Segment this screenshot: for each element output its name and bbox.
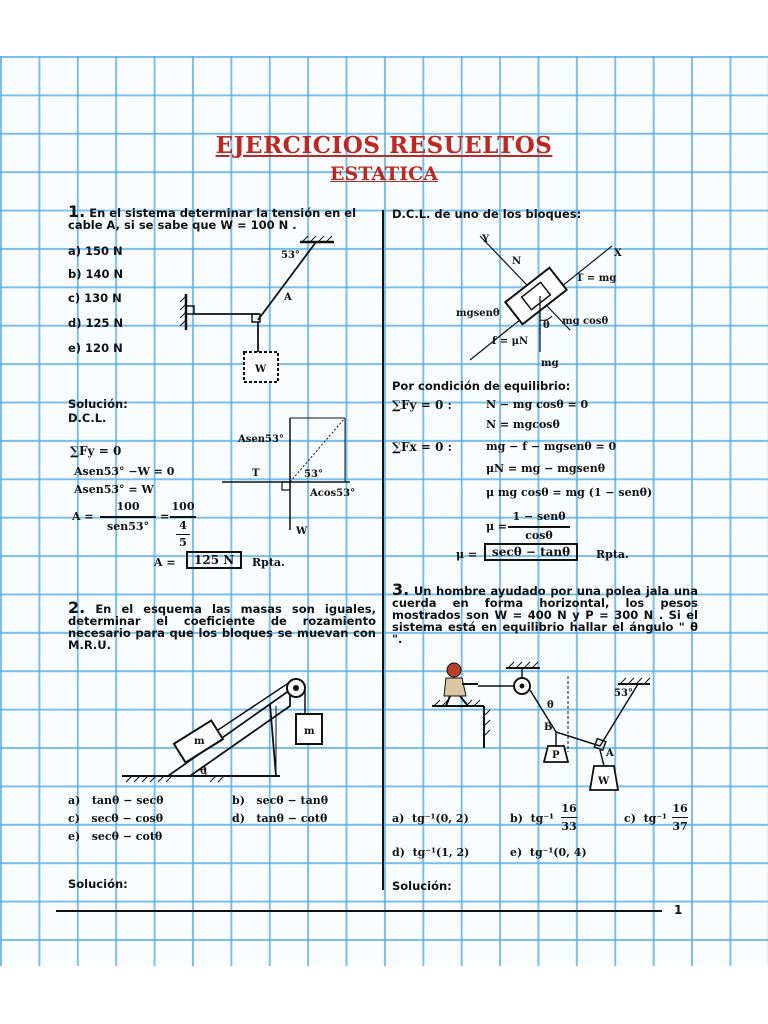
problem-1-eq-2: Asen53° −W = 0 bbox=[74, 465, 175, 478]
fx-eq-1: mg − f − mgsenθ = 0 bbox=[486, 440, 617, 453]
fy-eq-1: N − mg cosθ = 0 bbox=[486, 398, 589, 411]
tension-label: T = mg bbox=[576, 273, 617, 284]
problem-3-option-a: a) tg⁻¹(0, 2) bbox=[392, 812, 469, 825]
weight-label: mg bbox=[541, 358, 559, 369]
problem-2-option-d: d) tanθ − cotθ bbox=[232, 812, 328, 825]
problem-3-option-e: e) tg⁻¹(0, 4) bbox=[510, 846, 587, 859]
fraction-bar bbox=[672, 817, 688, 818]
problem-1-option-b: b) 140 N bbox=[68, 267, 124, 281]
problem-1-eq-4-den-1: sen53° bbox=[107, 520, 149, 533]
problem-2-block-1-label: m bbox=[194, 736, 205, 747]
friction-label: f = μN bbox=[492, 336, 529, 347]
mu-final-lhs: μ = bbox=[456, 548, 478, 561]
problem-2-number: 2. bbox=[68, 598, 86, 617]
problem-1-answer-prefix: A = bbox=[154, 556, 176, 569]
fraction-bar bbox=[561, 817, 577, 818]
problem-3-solution-label: Solución: bbox=[392, 879, 452, 893]
page-title: EJERCICIOS RESUELTOS bbox=[215, 132, 553, 159]
problem-1-cable-a-label: A bbox=[284, 292, 292, 303]
problem-1-text-line-2: cable A, si se sabe que W = 100 N . bbox=[68, 218, 297, 232]
problem-1-answer-box: 125 N bbox=[186, 551, 242, 569]
page-number: 1 bbox=[674, 903, 683, 917]
problem-1-dcl-label: D.C.L. bbox=[68, 411, 107, 425]
problem-1-dcl-t-label: T bbox=[252, 468, 260, 479]
problem-1-eq-4-num-1: 100 bbox=[116, 500, 140, 513]
problem-1-eq-4-lhs: A = bbox=[72, 510, 94, 523]
problem-1-option-e: e) 120 N bbox=[68, 341, 123, 355]
problem-2-block-2-label: m bbox=[304, 726, 315, 737]
problem-2-theta-label: θ bbox=[200, 766, 207, 777]
problem-2-option-c: c) secθ − cosθ bbox=[68, 812, 164, 825]
mgsen-label: mgsenθ bbox=[456, 308, 500, 319]
mu-answer-suffix: Rpta. bbox=[596, 548, 629, 561]
fx-eq-2: μN = mg − mgsenθ bbox=[486, 462, 606, 475]
problem-3-a-label: A bbox=[606, 748, 614, 759]
mu-answer-box: secθ − tanθ bbox=[484, 543, 578, 561]
problem-1-dcl-w-label: W bbox=[296, 526, 308, 537]
problem-1-option-d: d) 125 N bbox=[68, 316, 124, 330]
problem-3-angle-label: 53° bbox=[614, 688, 633, 699]
equilibrium-heading: Por condición de equilibrio: bbox=[392, 379, 571, 393]
problem-3-w-label: W bbox=[598, 776, 610, 787]
problem-3-option-c-den: 37 bbox=[672, 820, 688, 833]
problem-1-eq-sum: ∑Fy = 0 bbox=[70, 444, 122, 458]
problem-1-option-a: a) 150 N bbox=[68, 244, 123, 258]
problem-1-dcl-angle-label: 53° bbox=[304, 469, 323, 480]
problem-3-b-label: B bbox=[544, 722, 553, 733]
mu-numerator: 1 − senθ bbox=[512, 510, 566, 523]
problem-1-text-line-1: En el sistema determinar la tensión en el bbox=[89, 206, 357, 220]
problem-1-dcl-acos-label: Acos53° bbox=[310, 488, 356, 499]
problem-2-option-a: a) tanθ − secθ bbox=[68, 794, 164, 807]
problem-1-eq-4-den-2a: 4 bbox=[179, 519, 187, 532]
problem-1-weight-label: W bbox=[255, 364, 267, 375]
problem-3-option-c: c) tg⁻¹ bbox=[624, 812, 667, 825]
fy-eq-2: N = mgcosθ bbox=[486, 418, 560, 431]
problem-3-option-d: d) tg⁻¹(1, 2) bbox=[392, 846, 470, 859]
axis-y-label: Y bbox=[482, 234, 490, 245]
problem-1-eq-4-den-2b: 5 bbox=[179, 536, 187, 549]
problem-1-eq-4-equals: = bbox=[160, 510, 170, 523]
problem-3-option-b-den: 33 bbox=[561, 820, 577, 833]
problem-3-option-c-num: 16 bbox=[672, 802, 688, 815]
fx-lhs: ∑Fx = 0 : bbox=[392, 440, 453, 454]
problem-1-answer-suffix: Rpta. bbox=[252, 556, 285, 569]
problem-1-dcl-asen-label: Asen53° bbox=[238, 434, 284, 445]
page-subtitle: ESTATICA bbox=[330, 163, 438, 185]
problem-1-angle-label: 53° bbox=[281, 250, 300, 261]
fx-eq-3: μ mg cosθ = mg (1 − senθ) bbox=[486, 486, 653, 499]
problem-1-eq-3: Asen53° = W bbox=[74, 483, 154, 496]
fy-lhs: ∑Fy = 0 : bbox=[392, 398, 452, 412]
problem-1-eq-4-num-2: 100 bbox=[171, 500, 195, 513]
normal-force-label: N bbox=[512, 256, 522, 267]
theta-label: θ bbox=[543, 320, 550, 331]
axis-x-label: X bbox=[614, 248, 622, 259]
mu-lhs: μ = bbox=[486, 520, 508, 533]
problem-2-text: En el esquema las masas son iguales, determinar el coeficiente de rozamiento necesario para que los bloques se muevan con M.R.U. bbox=[68, 602, 376, 652]
problem-2-solution-label: Solución: bbox=[68, 877, 128, 891]
right-dcl-heading: D.C.L. de uno de los bloques: bbox=[392, 207, 582, 221]
problem-1-number: 1. bbox=[68, 202, 86, 221]
problem-3-option-b: b) tg⁻¹ bbox=[510, 812, 554, 825]
problem-3-p-label: P bbox=[552, 750, 560, 761]
problem-3-number: 3. bbox=[392, 580, 410, 599]
problem-2-option-b: b) secθ − tanθ bbox=[232, 794, 329, 807]
problem-3-text: Un hombre ayudado por una polea jala una cuerda en forma horizontal, los pesos mostrados son W = 400 N y P = 300 N . Si el sistema está en equilibrio hallar el ángulo " θ ". bbox=[392, 584, 698, 646]
problem-1-solution-label: Solución: bbox=[68, 397, 128, 411]
problem-1-option-c: c) 130 N bbox=[68, 291, 122, 305]
problem-3-option-b-num: 16 bbox=[561, 802, 577, 815]
mu-denominator: cosθ bbox=[525, 529, 553, 542]
problem-2-option-e: e) secθ − cotθ bbox=[68, 830, 163, 843]
problem-3-theta-label: θ bbox=[547, 700, 554, 711]
mgcos-label: mg cosθ bbox=[562, 316, 609, 327]
